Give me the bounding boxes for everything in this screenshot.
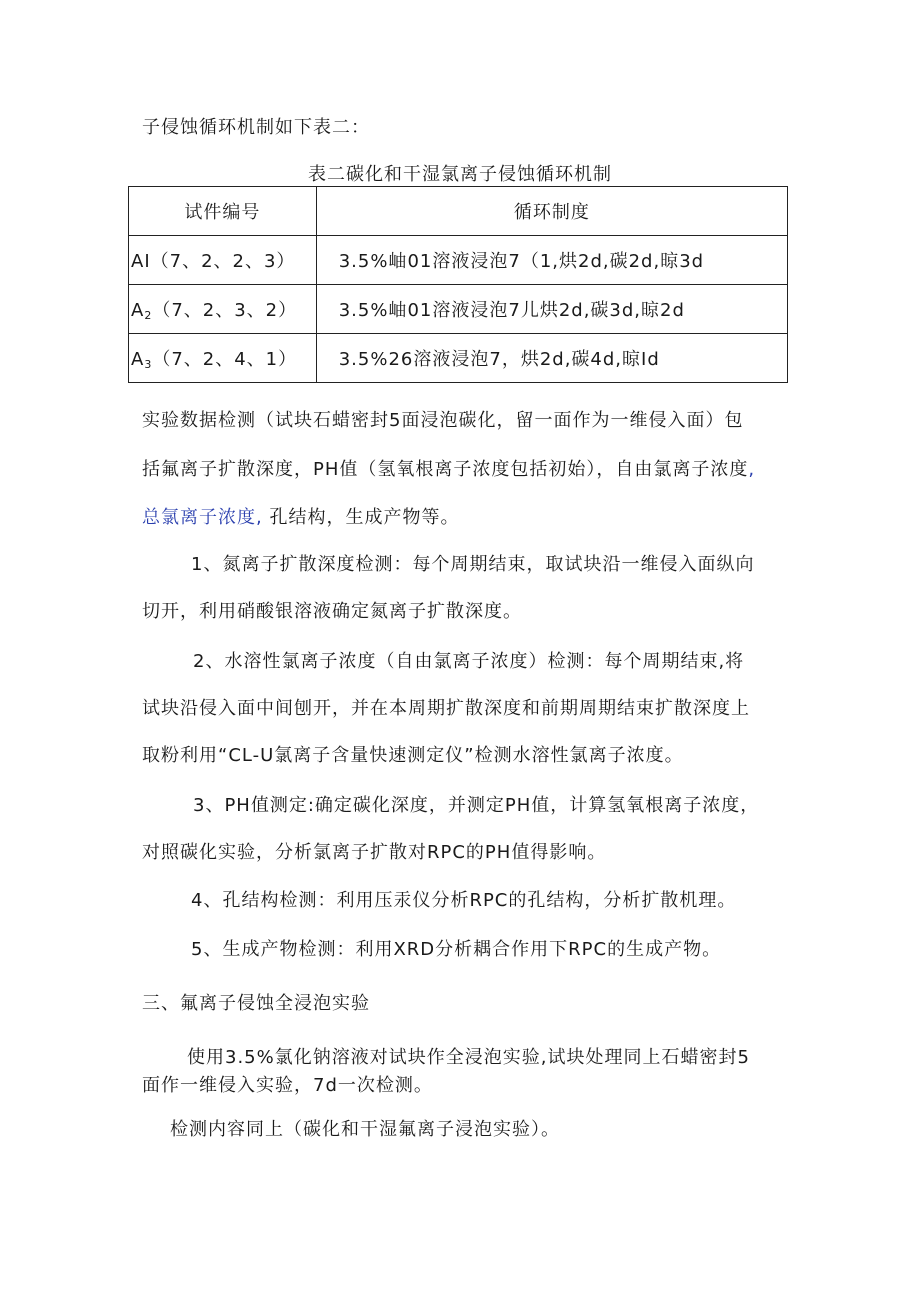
header-specimen-id: 试件编号 xyxy=(129,187,317,236)
specimen-id-cell: $A_2(7$、2、3、2） xyxy=(129,285,317,334)
intro-line: 子侵蚀循环机制如下表二： xyxy=(142,117,370,138)
item3-line-1: 3、PH值测定:确定碳化深度，并测定PH值，计算氢氧根离子浓度， xyxy=(193,795,760,816)
cycle-table xyxy=(128,186,788,383)
header-cycle-regime: 循环制度 xyxy=(316,187,787,236)
item4: 4、孔结构检测：利用压汞仪分析RPC的孔结构，分析扩散机理。 xyxy=(191,890,737,911)
section3-line-3: 检测内容同上（碳化和干湿氟离子浸泡实验）。 xyxy=(170,1119,560,1140)
item1-line-2: 切开，利用硝酸银溶液确定氮离子扩散深度。 xyxy=(142,601,522,622)
para-detection-line-1: 实验数据检测（试块石蜡密封5面浸泡碳化，留一面作为一维侵入面）包 xyxy=(142,410,744,431)
item2-line-3: 取粉利用“CL-U氯离子含量快速测定仪”检测水溶性氯离子浓度。 xyxy=(142,745,684,766)
table-row xyxy=(129,285,788,334)
section3-line-1: 使用3.5%氯化钠溶液对试块作全浸泡实验,试块处理同上石蜡密封5 xyxy=(187,1047,750,1068)
section3-heading: 三、氟离子侵蚀全浸泡实验 xyxy=(142,993,370,1014)
item5: 5、生成产物检测：利用XRD分析耦合作用下RPC的生成产物。 xyxy=(191,939,722,960)
table-caption: 表二碳化和干湿氯离子侵蚀循环机制 xyxy=(308,164,612,185)
item3-line-2: 对照碳化实验，分析氯离子扩散对RPC的PH值得影响。 xyxy=(142,842,607,863)
cycle-cell: 3.5%岫01溶液浸泡7儿烘2d,碳3d,晾2d xyxy=(316,285,787,334)
table-row xyxy=(129,236,788,285)
specimen-id-cell: $A_3(7$、2、4、1） xyxy=(129,334,317,383)
para-detection-line-2: 括氟离子扩散深度，PH值（氢氧根离子浓度包括初始），自由氯离子浓度, xyxy=(142,459,756,480)
item2-line-1: 2、水溶性氯离子浓度（自由氯离子浓度）检测：每个周期结束,将 xyxy=(193,651,745,672)
cycle-cell: 3.5%26溶液浸泡7，烘2d,碳4d,晾Id xyxy=(316,334,787,383)
item1-line-1: 1、氮离子扩散深度检测：每个周期结束，取试块沿一维侵入面纵向 xyxy=(191,554,755,575)
section3-line-2: 面作一维侵入实验，7d一次检测。 xyxy=(142,1075,433,1096)
table-header-row xyxy=(129,187,788,236)
item2-line-2: 试块沿侵入面中间刨开，并在本周期扩散深度和前期周期结束扩散深度上 xyxy=(142,698,750,719)
cycle-cell: 3.5%岫01溶液浸泡7（1,烘2d,碳2d,晾3d xyxy=(316,236,787,285)
table-row xyxy=(129,334,788,383)
specimen-id-cell: AI（7、2、2、3） xyxy=(129,236,317,285)
para-detection-line-3: 总氯离子浓度, 孔结构，生成产物等。 xyxy=(142,507,460,528)
